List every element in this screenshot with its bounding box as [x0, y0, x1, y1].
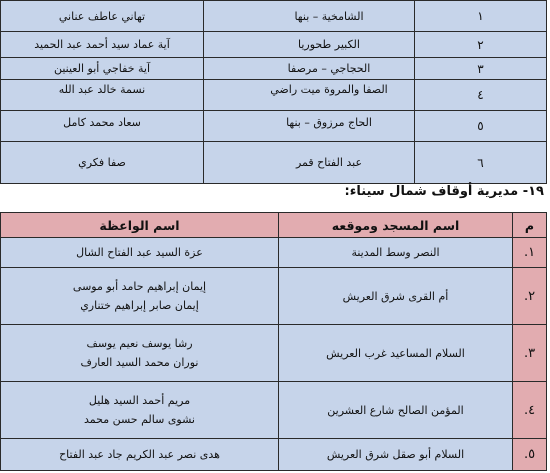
- table-row: [1, 439, 547, 471]
- mediators-table-1: [0, 0, 547, 184]
- table-header-row: [1, 213, 547, 238]
- mosque-location: الحجاجي – مرصفا: [204, 58, 415, 80]
- mediator-name: إيمان إبراهيم حامد أبو موسى: [72, 280, 207, 293]
- mediator-name: آية عماد سيد أحمد عبد الحميد: [1, 32, 204, 58]
- row-number: ٥: [415, 111, 547, 142]
- mediators-table-2: [0, 212, 547, 471]
- section-heading: ١٩- مديرية أوقاف شمال سيناء:: [344, 184, 544, 199]
- row-number: ١: [415, 1, 547, 32]
- header-number: م: [513, 213, 547, 238]
- row-number: ٤.: [513, 382, 547, 439]
- mediator-name: عزة السيد عبد الفتاح الشال: [1, 238, 279, 268]
- mosque-location: الشامخية – بنها: [204, 1, 415, 32]
- mediator-name: هدى نصر عبد الكريم جاد عبد الفتاح: [1, 439, 279, 471]
- row-number: ٢: [415, 32, 547, 58]
- row-number: ١.: [513, 238, 547, 268]
- mediator-name: تهاني عاطف عناني: [1, 1, 204, 32]
- mediator-names: [1, 382, 279, 439]
- mediator-name: آية خفاجي أبو العينين: [1, 58, 204, 80]
- table-row: [1, 32, 547, 58]
- mediator-name: صفا فكري: [1, 142, 204, 184]
- mosque-location: عبد الفتاح قمر: [204, 142, 415, 184]
- table-row: [1, 80, 547, 111]
- mosque-location: السلام أبو صقل شرق العريش: [279, 439, 513, 471]
- mediator-name: سعاد محمد كامل: [1, 111, 204, 142]
- table-row: [1, 382, 547, 439]
- mosque-location: السلام المساعيد غرب العريش: [279, 325, 513, 382]
- row-number: ٣: [415, 58, 547, 80]
- mosque-location: النصر وسط المدينة: [279, 238, 513, 268]
- table-row: [1, 268, 547, 325]
- row-number: ٤: [415, 80, 547, 111]
- mediator-name: رشا يوسف نعيم يوسف: [86, 337, 193, 350]
- mosque-location: الصفا والمروة ميت راضي: [204, 80, 415, 111]
- row-number: ٥.: [513, 439, 547, 471]
- row-number: ٦: [415, 142, 547, 184]
- header-mediator: اسم الواعظة: [1, 213, 279, 238]
- table-row: [1, 111, 547, 142]
- header-mosque: اسم المسجد وموقعه: [279, 213, 513, 238]
- row-number: ٢.: [513, 268, 547, 325]
- table-row: [1, 1, 547, 32]
- mosque-location: المؤمن الصالح شارع العشرين: [279, 382, 513, 439]
- table-row: [1, 325, 547, 382]
- table-row: [1, 238, 547, 268]
- row-number: ٣.: [513, 325, 547, 382]
- mosque-location: الحاج مرزوق – بنها: [204, 111, 415, 142]
- mediator-name: نشوى سالم حسن محمد: [83, 413, 195, 426]
- table-row: [1, 142, 547, 184]
- mediator-name: نوران محمد السيد العارف: [80, 356, 199, 369]
- mediator-names: [1, 268, 279, 325]
- mediator-name: إيمان صابر إبراهيم ختناري: [80, 299, 199, 312]
- mosque-location: أم القرى شرق العريش: [279, 268, 513, 325]
- mediator-name: نسمة خالد عبد الله: [1, 80, 204, 111]
- mediator-names: [1, 325, 279, 382]
- mosque-location: الكبير طحوريا: [204, 32, 415, 58]
- mediator-name: مريم أحمد السيد هليل: [88, 394, 191, 407]
- table-row: [1, 58, 547, 80]
